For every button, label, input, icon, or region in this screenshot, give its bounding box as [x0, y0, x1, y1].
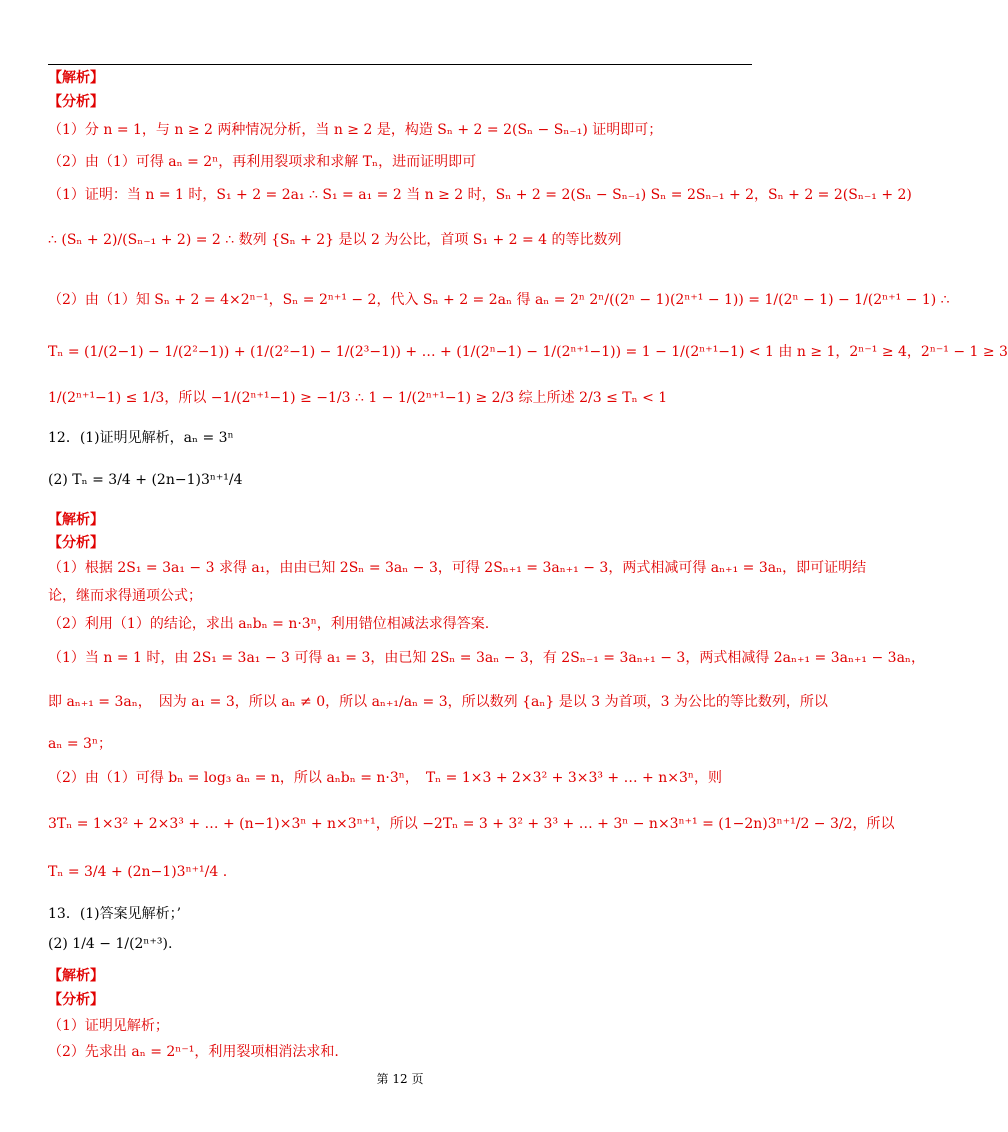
- q12-answer-1: 12．(1)证明见解析，aₙ = 3ⁿ: [48, 430, 234, 446]
- proof-line-2: ∴ (Sₙ + 2)/(Sₙ₋₁ + 2) = 2 ∴ 数列 {Sₙ + 2} 是以 2 为公比，首项 S₁ + 2 = 4 的等比数列: [48, 232, 622, 248]
- proof-line-3: （2）由（1）知 Sₙ + 2 = 4×2ⁿ⁻¹，Sₙ = 2ⁿ⁺¹ − 2，代入 Sₙ + 2 = 2aₙ 得 aₙ = 2ⁿ 2ⁿ/((2ⁿ − 1)(2ⁿ⁺¹ − 1)) = 1/(2ⁿ − 1) − 1/(2ⁿ⁺¹ − 1) ∴: [48, 292, 950, 308]
- header-jiexi: 【解析】: [48, 70, 104, 86]
- page-number: 第 12 页: [376, 1072, 424, 1086]
- q12-proof-4: （2）由（1）可得 bₙ = log₃ aₙ = n，所以 aₙbₙ = n·3ⁿ， Tₙ = 1×3 + 2×3² + 3×3³ + … + n×3ⁿ，则: [48, 770, 722, 786]
- q13-jiexi: 【解析】: [48, 968, 104, 984]
- q13-analysis-2: （2）先求出 aₙ = 2ⁿ⁻¹，利用裂项相消法求和.: [48, 1044, 339, 1060]
- q13-fenxi: 【分析】: [48, 992, 104, 1008]
- q12-analysis-3: （2）利用（1）的结论，求出 aₙbₙ = n·3ⁿ，利用错位相减法求得答案.: [48, 616, 490, 632]
- q12-proof-5: 3Tₙ = 1×3² + 2×3³ + … + (n−1)×3ⁿ + n×3ⁿ⁺¹，所以 −2Tₙ = 3 + 3² + 3³ + … + 3ⁿ − n×3ⁿ⁺¹ = (1−2n)3ⁿ⁺¹/2 − 3/2，所以: [48, 816, 895, 832]
- q13-analysis-1: （1）证明见解析；: [48, 1018, 169, 1034]
- q12-jiexi: 【解析】: [48, 512, 104, 528]
- proof-line-5: 1/(2ⁿ⁺¹−1) ≤ 1/3，所以 −1/(2ⁿ⁺¹−1) ≥ −1/3 ∴ 1 − 1/(2ⁿ⁺¹−1) ≥ 2/3 综上所述 2/3 ≤ Tₙ < 1: [48, 390, 668, 406]
- q12-proof-6: Tₙ = 3/4 + (2n−1)3ⁿ⁺¹/4 .: [48, 864, 228, 880]
- q13-answer-2: (2) 1/4 − 1/(2ⁿ⁺³).: [48, 936, 173, 952]
- q13-answer-1: 13．(1)答案见解析；’: [48, 906, 182, 922]
- q12-proof-2: 即 aₙ₊₁ = 3aₙ， 因为 a₁ = 3，所以 aₙ ≠ 0，所以 aₙ₊₁/aₙ = 3，所以数列 {aₙ} 是以 3 为首项，3 为公比的等比数列，所以: [48, 694, 828, 710]
- analysis-line-2: （2）由（1）可得 aₙ = 2ⁿ，再利用裂项求和求解 Tₙ，进而证明即可: [48, 154, 477, 170]
- q12-analysis-1: （1）根据 2S₁ = 3a₁ − 3 求得 a₁，由由已知 2Sₙ = 3aₙ − 3，可得 2Sₙ₊₁ = 3aₙ₊₁ − 3，两式相减可得 aₙ₊₁ = 3aₙ，即可证明结: [48, 560, 867, 576]
- header-fenxi: 【分析】: [48, 94, 104, 110]
- q12-proof-3: aₙ = 3ⁿ；: [48, 736, 112, 752]
- q12-analysis-2: 论，继而求得通项公式；: [48, 588, 202, 604]
- q12-answer-2: (2) Tₙ = 3/4 + (2n−1)3ⁿ⁺¹/4: [48, 472, 243, 488]
- analysis-line-1: （1）分 n = 1，与 n ≥ 2 两种情况分析，当 n ≥ 2 是，构造 Sₙ + 2 = 2(Sₙ − Sₙ₋₁) 证明即可；: [48, 122, 663, 138]
- proof-line-1: （1）证明：当 n = 1 时，S₁ + 2 = 2a₁ ∴ S₁ = a₁ = 2 当 n ≥ 2 时，Sₙ + 2 = 2(Sₙ − Sₙ₋₁) Sₙ = 2Sₙ₋₁ + 2，Sₙ + 2 = 2(Sₙ₋₁ + 2): [48, 187, 912, 203]
- q12-proof-1: （1）当 n = 1 时，由 2S₁ = 3a₁ − 3 可得 a₁ = 3，由已知 2Sₙ = 3aₙ − 3，有 2Sₙ₋₁ = 3aₙ₊₁ − 3，两式相减得 2aₙ₊₁ = 3aₙ₊₁ − 3aₙ，: [48, 650, 925, 666]
- top-rule: [48, 64, 752, 65]
- proof-line-4: Tₙ = (1/(2−1) − 1/(2²−1)) + (1/(2²−1) − 1/(2³−1)) + … + (1/(2ⁿ−1) − 1/(2ⁿ⁺¹−1)) = 1 − 1/(2ⁿ⁺¹−1) < 1 由 n ≥ 1，2ⁿ⁻¹ ≥ 4，2ⁿ⁻¹ − 1 ≥ 3: [48, 344, 1008, 360]
- q12-fenxi: 【分析】: [48, 535, 104, 551]
